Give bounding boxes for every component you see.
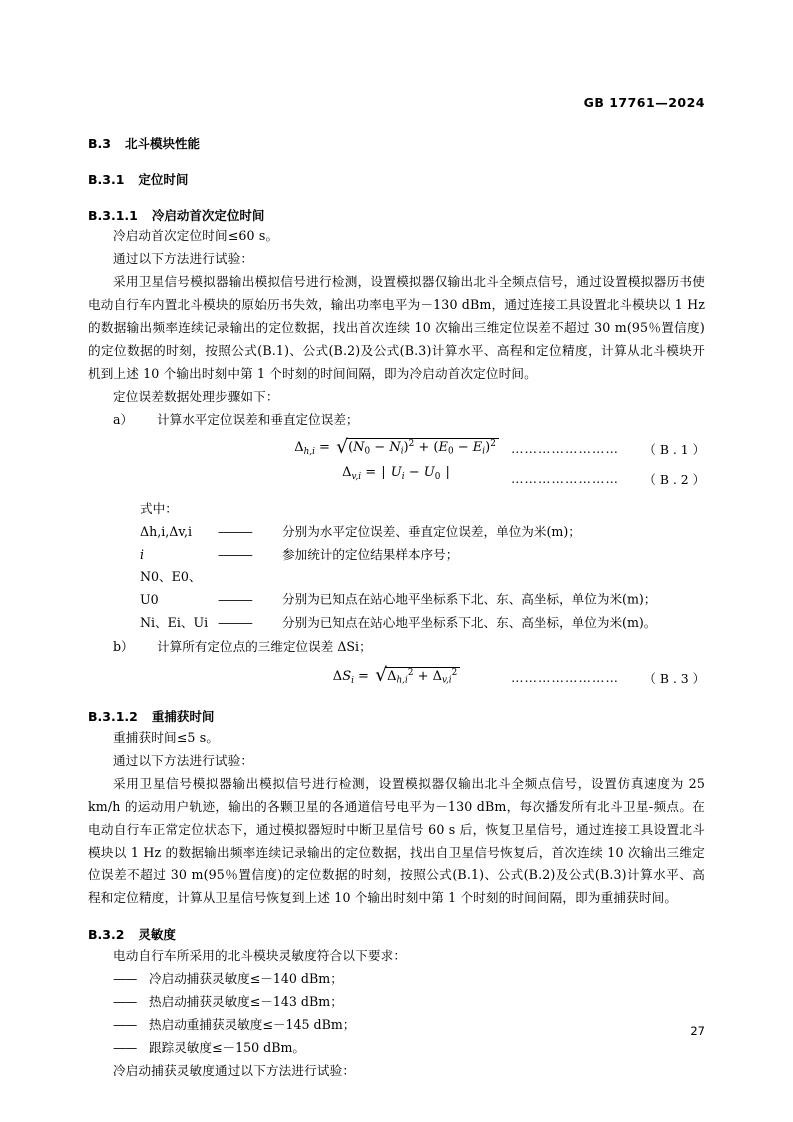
definition-1-leader: ——— [218,524,252,540]
paragraph-b32-2: 冷启动捕获灵敏度通过以下方法进行试验： [113,1062,356,1078]
heading-b32-title: 灵敏度 [138,927,176,943]
list-item-b-text: 计算所有定位点的三维定位误差 ΔSi； [157,639,372,655]
dash-item-2-text: 热启动捕获灵敏度≤－143 dBm； [149,993,343,1009]
definition-4-text: 分别为已知点在站心地平坐标系下北、东、高坐标，单位为米(m)。 [282,614,657,630]
formula-b1-number: （ B . 1 ） [643,442,705,458]
definition-1-text: 分别为水平定位误差、垂直定位误差，单位为米(m)； [282,524,581,540]
definition-2-leader: ——— [218,546,252,562]
dash-item-2 [88,991,705,1014]
definition-4-leader: ——— [218,614,252,630]
formula-b2: $\Delta_{v,i}$ = | $U_i - U_0$ | [342,465,450,483]
definition-1-symbol: Δh,i,Δv,i [140,524,192,540]
formula-b3-number: （ B . 3 ） [643,671,705,687]
formula-b2-leader: …………………… [511,471,619,487]
heading-b311 [88,207,705,226]
dash-item-2-marker: —— [113,993,137,1009]
definition-3-symbol: N0、E0、U0 [140,569,202,608]
heading-b3-number: B.3 [88,136,111,151]
dash-item-3 [88,1014,705,1037]
definition-4-symbol: Ni、Ei、Ui [140,614,209,630]
paragraph-b32-1: 电动自行车所采用的北斗模块灵敏度符合以下要求： [113,948,407,963]
list-item-b-marker: b） [113,639,134,655]
page-number: 27 [690,1024,705,1038]
definition-2-symbol: i [140,546,145,562]
list-item-a-text: 计算水平定位误差和垂直定位误差； [157,411,359,427]
definition-3-text: 分别为已知点在站心地平坐标系下北、东、高坐标，单位为米(m)； [282,592,657,608]
paragraph-b312-1: 重捕获时间≤5 s。 [113,730,220,745]
where-label: 式中： [140,501,178,517]
definition-3-leader: ——— [218,592,252,608]
list-item-b [88,636,705,659]
page-header-standard-id: GB 17761—2024 [583,95,705,110]
dash-item-1 [88,968,705,991]
paragraph-b311-4: 定位误差数据处理步骤如下： [113,388,279,404]
dash-item-4-marker: —— [113,1039,137,1055]
paragraph-b311-3: 采用卫星信号模拟器输出模拟信号进行检测，设置模拟器仅输出北斗全频点信号，通过设置模拟器历书使电动自行车内置北斗模块的原始历书失效，输出功率电平为－130 dBm，通过连接工具设置北斗模块以 1 Hz 的数据输出频率连续记录输出的定位数据，找出首次连续 10 次输出三维定位误差不超过 30 m(95％置信度)的定位数据的时刻，按照公式(B.1)、公式(B.2)及公式(B.3)计算水平、高程和定位精度，计算从北斗模块开机到上述 10 个输出时刻中第 1 个时刻的时间间隔，即为冷启动首次定位时间。 [88,274,705,381]
formula-b1-row [88,435,705,465]
dash-item-1-marker: —— [113,970,137,986]
heading-b32-number: B.3.2 [88,927,125,943]
formula-b2-row [88,465,705,492]
heading-b312 [88,708,705,727]
formula-b3-leader: …………………… [511,670,619,686]
definition-4 [88,612,705,635]
heading-b31-number: B.3.1 [88,171,125,187]
heading-b3 [88,135,705,154]
heading-b31 [88,171,705,190]
list-item-a-marker: a） [113,411,134,427]
formula-b1: $\Delta_{h,i} = √(N_0 - N_i)^2 + (E_0 - E_i)^2$ [88,435,705,457]
formula-b1-leader: …………………… [511,441,619,457]
definition-2-text: 参加统计的定位结果样本序号； [282,546,459,562]
formula-b2-number: （ B . 2 ） [643,472,705,488]
list-item-a [88,409,705,432]
dash-item-4-text: 跟踪灵敏度≤－150 dBm。 [149,1039,306,1055]
definition-3 [88,566,705,611]
dash-item-3-text: 热启动重捕获灵敏度≤－145 dBm； [149,1016,356,1032]
heading-b3-title: 北斗模块性能 [124,136,200,151]
heading-b311-number: B.3.1.1 [88,207,138,223]
heading-b31-title: 定位时间 [138,171,189,187]
paragraph-b311-2: 通过以下方法进行试验： [113,251,254,267]
heading-b312-number: B.3.1.2 [88,709,138,725]
heading-b32 [88,926,705,945]
formula-b3-row [88,664,705,694]
page-content [88,135,705,1082]
dash-item-1-text: 冷启动捕获灵敏度≤－140 dBm； [149,970,343,986]
dash-item-4 [88,1037,705,1060]
formula-b3: $\Delta S_i = √\Delta_{h,i}^2 + \Delta_{v,i}^2$ [88,664,705,686]
paragraph-b312-3: 采用卫星信号模拟器输出模拟信号进行检测，设置模拟器仅输出北斗全频点信号，设置仿真速度为 25 km/h 的运动用户轨迹，输出的各颗卫星的各通道信号电平为－130 dBm，每次播发所有北斗卫星-频点。在电动自行车正常定位状态下，通过模拟器短时中断卫星信号 60 s 后，恢复卫星信号，通过连接工具设置北斗模块以 1 Hz 的数据输出频率连续记录输出的定位数据，找出自卫星信号恢复后，首次连续 10 次输出三维定位误差不超过 30 m(95％置信度)的定位数据的时刻，按照公式(B.1)、公式(B.2)及公式(B.3)计算水平、高程和定位精度，计算从卫星信号恢复到上述 10 个输出时刻中第 1 个时刻的时间间隔，即为重捕获时间。 [88,775,705,906]
definition-1 [88,521,705,544]
paragraph-b311-1: 冷启动首次定位时间≤60 s。 [113,228,279,244]
definition-2 [88,544,705,567]
heading-b312-title: 重捕获时间 [151,709,215,725]
paragraph-b312-2: 通过以下方法进行试验： [113,752,254,768]
heading-b311-title: 冷启动首次定位时间 [151,207,265,223]
dash-item-3-marker: —— [113,1016,137,1032]
